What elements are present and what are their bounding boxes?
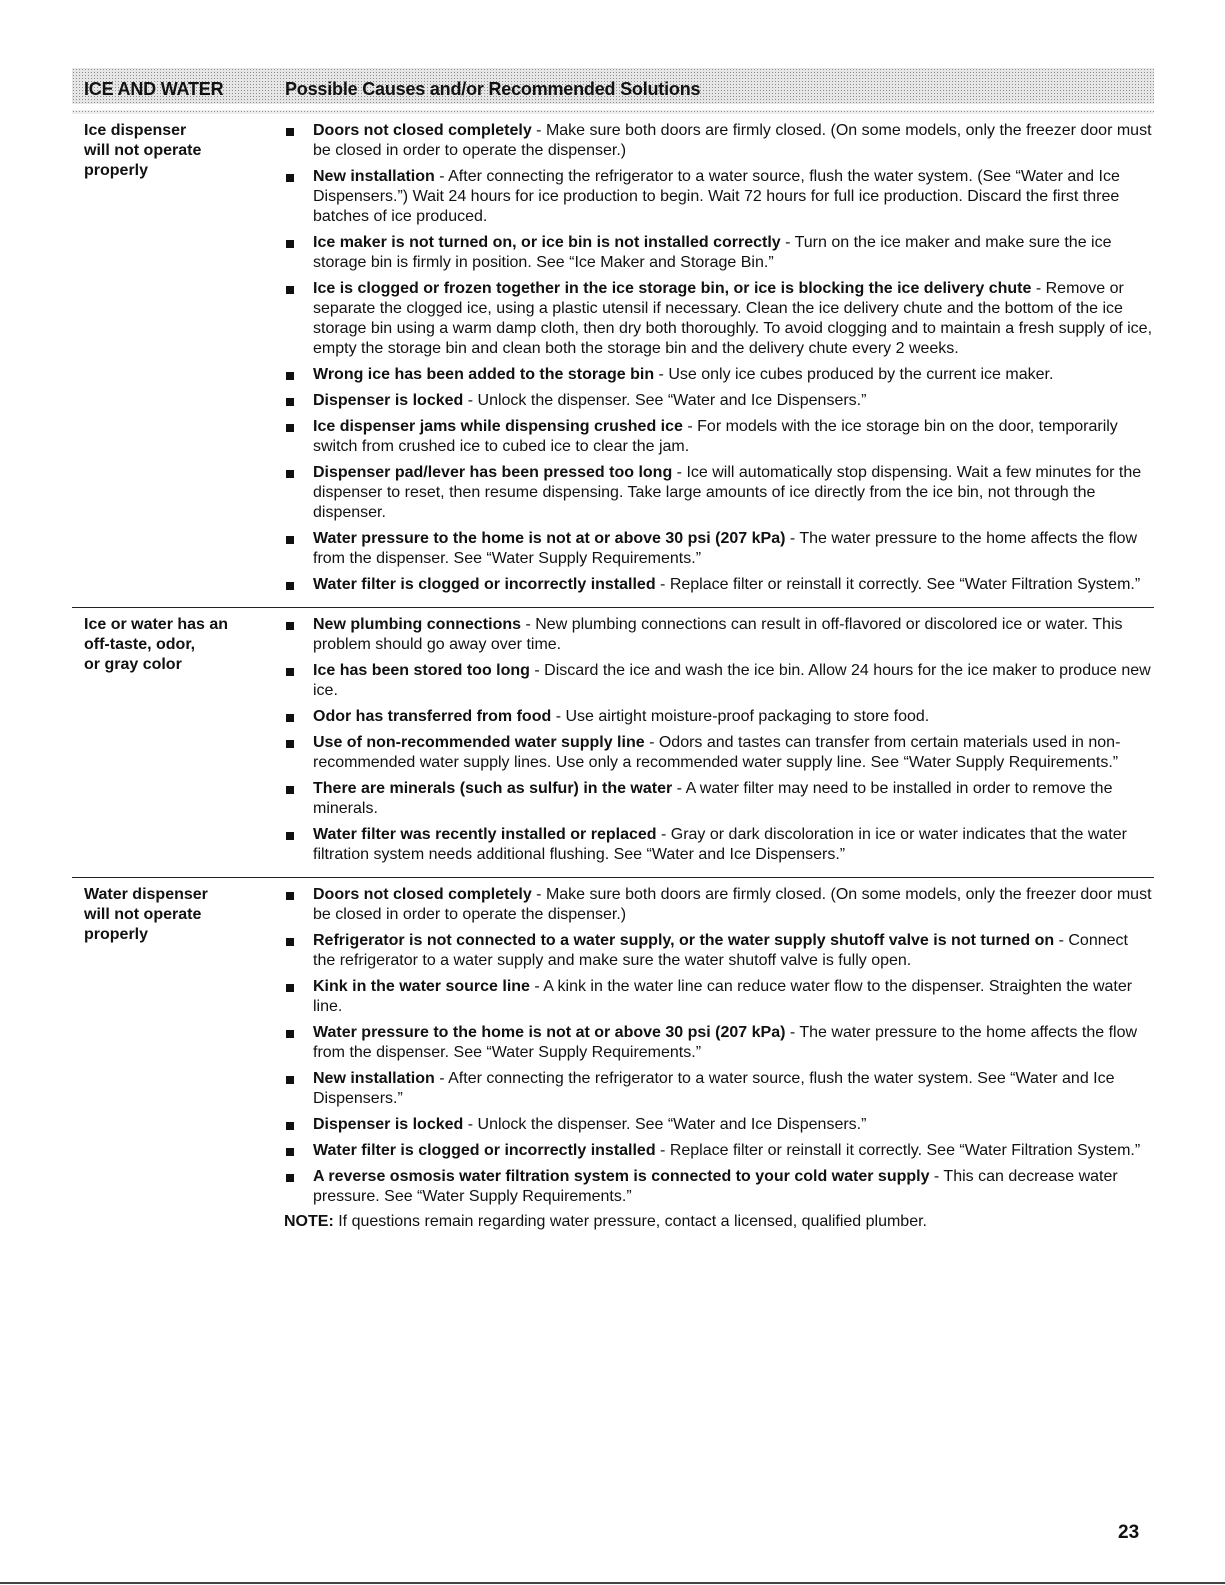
cause-solution: - For models with the ice storage bin on the door, temporarily switch from crushed ice to cubed ice to clear the jam. bbox=[313, 418, 1118, 455]
cause-solution: - After connecting the refrigerator to a water source, flush the water system. See “Water and Ice Dispensers.” bbox=[313, 1070, 1115, 1107]
problem-section bbox=[72, 607, 1154, 877]
square-bullet-icon bbox=[286, 1030, 294, 1038]
square-bullet-icon bbox=[286, 398, 294, 406]
cause-item bbox=[284, 1023, 1154, 1063]
cause-heading: Water pressure to the home is not at or above 30 psi (207 kPa) bbox=[313, 530, 786, 547]
causes-list bbox=[284, 885, 1154, 1207]
cause-heading: Ice dispenser jams while dispensing crushed ice bbox=[313, 418, 683, 435]
cause-heading: A reverse osmosis water filtration system is connected to your cold water supply bbox=[313, 1168, 930, 1185]
cause-heading: Odor has transferred from food bbox=[313, 708, 552, 725]
square-bullet-icon bbox=[286, 668, 294, 676]
cause-solution: - Ice will automatically stop dispensing. Wait a few minutes for the dispenser to reset, then resume dispensing. Take large amounts of ice directly from the ice bin, not through the dispenser. bbox=[313, 464, 1142, 521]
cause-solution: - Use airtight moisture-proof packaging to store food. bbox=[551, 708, 930, 725]
note-text: If questions remain regarding water pressure, contact a licensed, qualified plumber. bbox=[333, 1213, 927, 1230]
cause-solution: - Make sure both doors are firmly closed. (On some models, only the freezer door must be closed in order to operate the dispenser.) bbox=[313, 886, 1152, 923]
cause-item bbox=[284, 1141, 1154, 1161]
cause-item bbox=[284, 615, 1154, 655]
cause-item bbox=[284, 279, 1154, 359]
cause-heading: Kink in the water source line bbox=[313, 978, 530, 995]
cause-solution: - Replace filter or reinstall it correctly. See “Water Filtration System.” bbox=[655, 576, 1141, 593]
cause-heading: Use of non-recommended water supply line bbox=[313, 734, 645, 751]
cause-item bbox=[284, 661, 1154, 701]
square-bullet-icon bbox=[286, 984, 294, 992]
cause-heading: Refrigerator is not connected to a water supply, or the water supply shutoff valve is not turned on bbox=[313, 932, 1055, 949]
square-bullet-icon bbox=[286, 372, 294, 380]
page-number: 23 bbox=[1118, 1522, 1140, 1543]
cause-heading: Doors not closed completely bbox=[313, 122, 532, 139]
cause-item bbox=[284, 885, 1154, 925]
causes-list bbox=[284, 121, 1154, 595]
cause-item bbox=[284, 825, 1154, 865]
note bbox=[284, 1212, 1154, 1232]
cause-solution: - A kink in the water line can reduce water flow to the dispenser. Straighten the water line. bbox=[313, 978, 1133, 1015]
square-bullet-icon bbox=[286, 174, 294, 182]
problem-sections bbox=[72, 114, 1154, 1238]
square-bullet-icon bbox=[286, 892, 294, 900]
square-bullet-icon bbox=[286, 582, 294, 590]
cause-heading: Water filter is clogged or incorrectly installed bbox=[313, 576, 656, 593]
problem-title: Ice or water has an off-taste, odor, or gray color bbox=[84, 616, 229, 673]
square-bullet-icon bbox=[286, 470, 294, 478]
cause-item bbox=[284, 417, 1154, 457]
cause-item bbox=[284, 1167, 1154, 1207]
cause-solution: - Use only ice cubes produced by the current ice maker. bbox=[654, 366, 1054, 383]
cause-item bbox=[284, 1069, 1154, 1109]
problem-title: Water dispenser will not operate properly bbox=[84, 886, 208, 943]
cause-heading: New installation bbox=[313, 168, 435, 185]
square-bullet-icon bbox=[286, 786, 294, 794]
cause-heading: Water filter was recently installed or replaced bbox=[313, 826, 657, 843]
cause-solution: - Connect the refrigerator to a water supply and make sure the water shutoff valve is fully open. bbox=[313, 932, 1128, 969]
cause-solution: - Unlock the dispenser. See “Water and Ice Dispensers.” bbox=[463, 1116, 867, 1133]
cause-heading: Dispenser pad/lever has been pressed too long bbox=[313, 464, 673, 481]
cause-item bbox=[284, 977, 1154, 1017]
square-bullet-icon bbox=[286, 240, 294, 248]
cause-heading: Dispenser is locked bbox=[313, 392, 464, 409]
cause-heading: Ice is clogged or frozen together in the ice storage bin, or ice is blocking the ice delivery chute bbox=[313, 280, 1032, 297]
cause-heading: Ice has been stored too long bbox=[313, 662, 530, 679]
cause-item bbox=[284, 931, 1154, 971]
cause-solution: - The water pressure to the home affects the flow from the dispenser. See “Water Supply Requirements.” bbox=[313, 530, 1138, 567]
cause-heading: Water pressure to the home is not at or above 30 psi (207 kPa) bbox=[313, 1024, 786, 1041]
cause-heading: Wrong ice has been added to the storage bin bbox=[313, 366, 655, 383]
cause-solution: - Odors and tastes can transfer from certain materials used in non-recommended water supply lines. Use only a recommended water supply line. See “Water Supply Requirements.” bbox=[313, 734, 1121, 771]
cause-item bbox=[284, 575, 1154, 595]
note-label: NOTE: bbox=[284, 1213, 334, 1230]
cause-item bbox=[284, 779, 1154, 819]
cause-heading: Dispenser is locked bbox=[313, 1116, 464, 1133]
cause-heading: New plumbing connections bbox=[313, 616, 522, 633]
cause-heading: There are minerals (such as sulfur) in the water bbox=[313, 780, 673, 797]
square-bullet-icon bbox=[286, 536, 294, 544]
cause-solution: - Discard the ice and wash the ice bin. Allow 24 hours for the ice maker to produce new ice. bbox=[313, 662, 1151, 699]
cause-solution: - This can decrease water pressure. See “Water Supply Requirements.” bbox=[313, 1168, 1118, 1205]
cause-solution: - Make sure both doors are firmly closed. (On some models, only the freezer door must be closed in order to operate the dispenser.) bbox=[313, 122, 1152, 159]
causes-column bbox=[284, 615, 1154, 871]
cause-solution: - Remove or separate the clogged ice, using a plastic utensil if necessary. Clean the ice delivery chute and the bottom of the ice storage bin using a warm damp cloth, then dry both thoroughly. To avoid clogging and to maintain a fresh supply of ice, empty the storage bin and clean both the storage bin and the delivery chute every 2 weeks. bbox=[313, 280, 1153, 357]
problem-section bbox=[72, 114, 1154, 607]
cause-item bbox=[284, 529, 1154, 569]
square-bullet-icon bbox=[286, 128, 294, 136]
cause-heading: Doors not closed completely bbox=[313, 886, 532, 903]
square-bullet-icon bbox=[286, 424, 294, 432]
square-bullet-icon bbox=[286, 1122, 294, 1130]
problem-section bbox=[72, 877, 1154, 1238]
square-bullet-icon bbox=[286, 622, 294, 630]
cause-heading: New installation bbox=[313, 1070, 435, 1087]
header-solutions: Possible Causes and/or Recommended Solutions bbox=[285, 79, 701, 99]
causes-column bbox=[284, 885, 1154, 1232]
cause-solution: - After connecting the refrigerator to a water source, flush the water system. (See “Water and Ice Dispensers.”) Wait 24 hours for ice production to begin. Wait 72 hours for full ice production. Discard the first three batches of ice produced. bbox=[313, 168, 1120, 225]
header-category: ICE AND WATER bbox=[84, 79, 224, 99]
square-bullet-icon bbox=[286, 832, 294, 840]
cause-item bbox=[284, 463, 1154, 523]
square-bullet-icon bbox=[286, 1076, 294, 1084]
cause-solution: - A water filter may need to be installed in order to remove the minerals. bbox=[313, 780, 1113, 817]
bottom-rule bbox=[0, 1582, 1225, 1584]
table-header bbox=[72, 68, 1154, 104]
cause-solution: - The water pressure to the home affects the flow from the dispenser. See “Water Supply Requirements.” bbox=[313, 1024, 1138, 1061]
cause-item bbox=[284, 167, 1154, 227]
cause-item bbox=[284, 233, 1154, 273]
cause-solution: - Turn on the ice maker and make sure the ice storage bin is firmly in position. See “Ice Maker and Storage Bin.” bbox=[313, 234, 1112, 271]
square-bullet-icon bbox=[286, 286, 294, 294]
cause-item bbox=[284, 707, 1154, 727]
cause-item bbox=[284, 1115, 1154, 1135]
cause-solution: - Replace filter or reinstall it correctly. See “Water Filtration System.” bbox=[655, 1142, 1141, 1159]
cause-heading: Ice maker is not turned on, or ice bin is not installed correctly bbox=[313, 234, 781, 251]
troubleshooting-table bbox=[72, 68, 1154, 1238]
square-bullet-icon bbox=[286, 938, 294, 946]
cause-item bbox=[284, 121, 1154, 161]
cause-solution: - New plumbing connections can result in off-flavored or discolored ice or water. This problem should go away over time. bbox=[313, 616, 1123, 653]
cause-solution: - Gray or dark discoloration in ice or water indicates that the water filtration system needs additional flushing. See “Water and Ice Dispensers.” bbox=[313, 826, 1127, 863]
problem-title: Ice dispenser will not operate properly bbox=[84, 122, 202, 179]
cause-heading: Water filter is clogged or incorrectly installed bbox=[313, 1142, 656, 1159]
cause-item bbox=[284, 365, 1154, 385]
square-bullet-icon bbox=[286, 714, 294, 722]
cause-solution: - Unlock the dispenser. See “Water and Ice Dispensers.” bbox=[463, 392, 867, 409]
square-bullet-icon bbox=[286, 740, 294, 748]
causes-list bbox=[284, 615, 1154, 865]
cause-item bbox=[284, 733, 1154, 773]
causes-column bbox=[284, 121, 1154, 601]
square-bullet-icon bbox=[286, 1148, 294, 1156]
square-bullet-icon bbox=[286, 1174, 294, 1182]
cause-item bbox=[284, 391, 1154, 411]
